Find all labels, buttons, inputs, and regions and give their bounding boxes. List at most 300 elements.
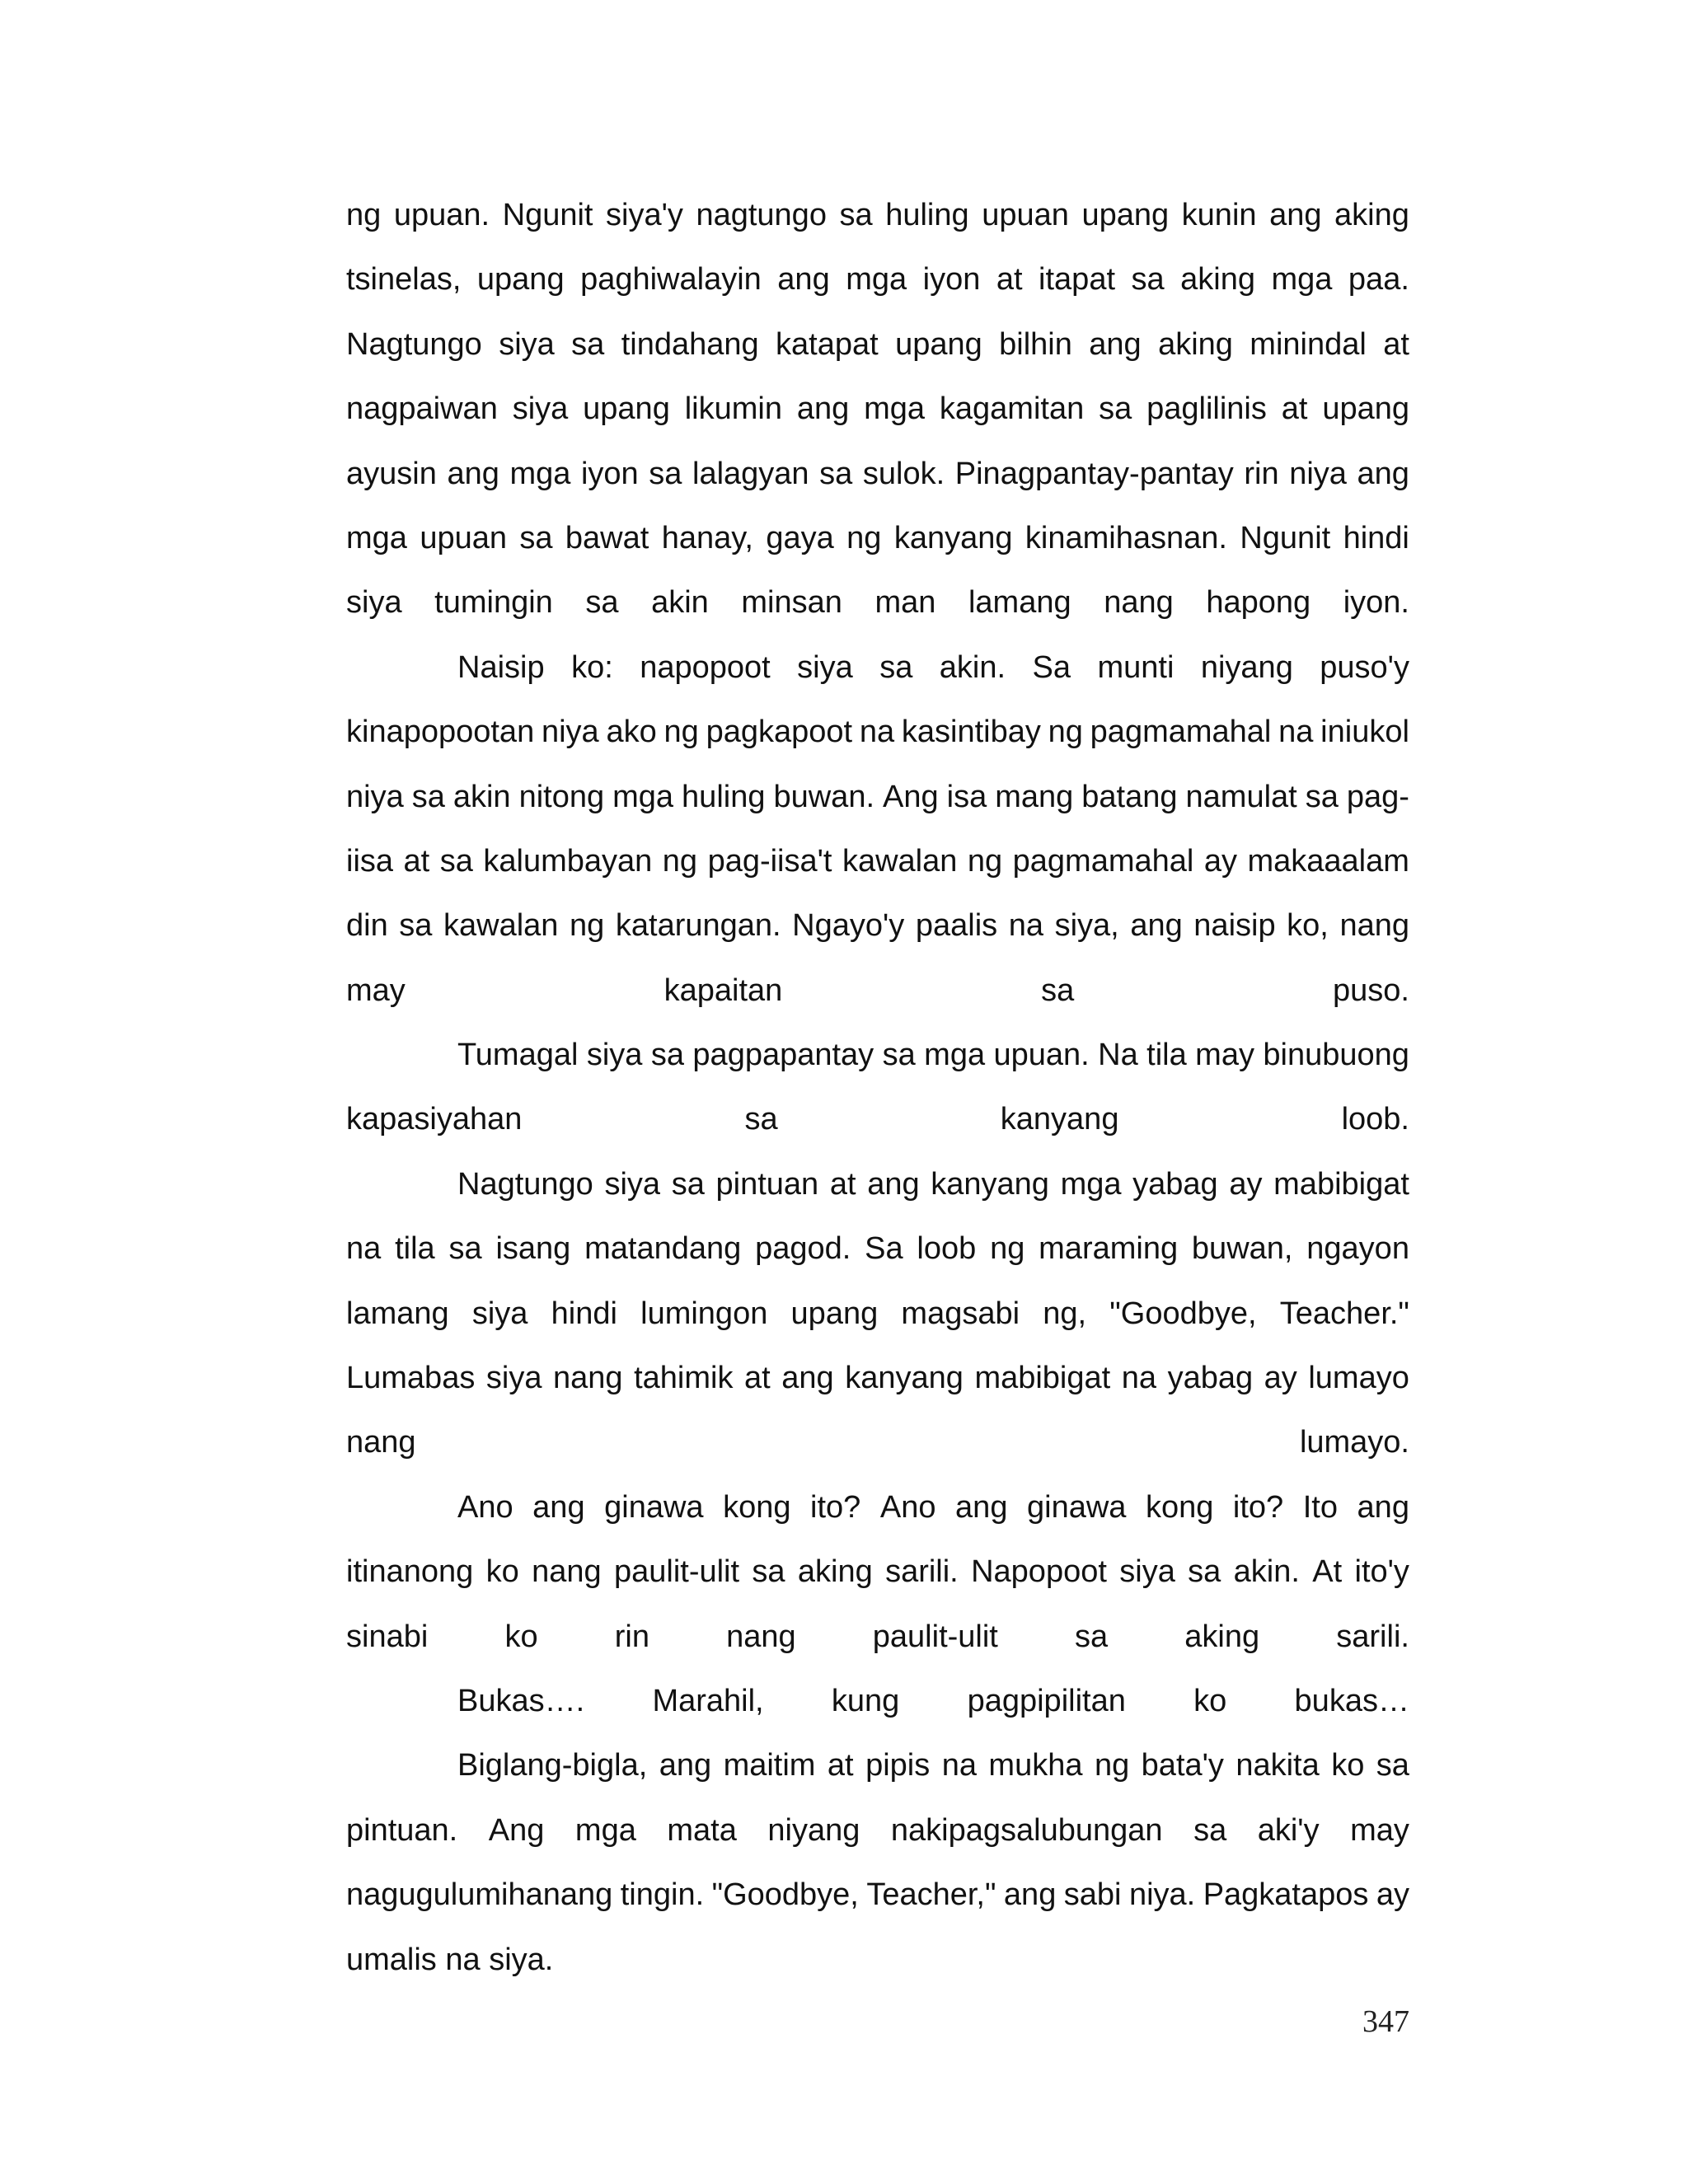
word: ng	[663, 715, 699, 750]
text-line	[346, 1023, 1409, 1087]
word: ginawa	[1027, 1489, 1127, 1525]
word: makaaalam	[1247, 843, 1409, 879]
word: ang	[796, 391, 850, 427]
word: Lumabas	[346, 1361, 476, 1396]
word: upang	[790, 1296, 879, 1331]
word: lumayo	[1308, 1361, 1409, 1396]
word: ako	[606, 715, 657, 750]
word: ko	[1193, 1683, 1227, 1718]
word: kasintibay	[901, 715, 1041, 750]
word: kanyang	[1000, 1102, 1119, 1137]
text-line	[346, 1475, 1409, 1540]
word: bawat	[565, 520, 649, 555]
word: nakita	[1236, 1748, 1320, 1783]
word: mga	[864, 391, 926, 427]
word: namulat	[1185, 779, 1297, 814]
word: niyang	[767, 1812, 860, 1848]
word: isa	[946, 779, 987, 814]
word: mga	[924, 1038, 986, 1073]
word: paglilinis	[1146, 391, 1267, 427]
word: lumingon	[640, 1296, 768, 1331]
word: nakipagsalubungan	[890, 1812, 1163, 1848]
word: niya	[1289, 456, 1347, 491]
word: huling	[885, 198, 969, 232]
word: buwan,	[1191, 1231, 1293, 1267]
text-line	[346, 183, 1409, 247]
word: paalis	[915, 908, 998, 944]
word: upuan	[420, 520, 507, 555]
word: siya	[1119, 1554, 1175, 1590]
text-line	[346, 1152, 1409, 1216]
word: kanyang	[931, 1166, 1049, 1202]
word: pagpipilitan	[967, 1683, 1126, 1718]
word: mga	[509, 456, 571, 491]
text-line	[346, 377, 1409, 441]
word: Bukas….	[457, 1683, 585, 1718]
word: ng	[662, 843, 698, 879]
word: niya	[541, 715, 599, 750]
text-line	[346, 1669, 1409, 1733]
word: tahimik	[634, 1361, 734, 1396]
word: sabi	[1063, 1877, 1122, 1913]
text-line	[346, 1540, 1409, 1604]
word: may	[346, 972, 406, 1008]
word: yabag	[1167, 1361, 1254, 1396]
word: Ngayo'y	[792, 908, 905, 944]
word: Ito	[1302, 1489, 1338, 1525]
word: mang	[995, 779, 1074, 814]
word: may	[1195, 1038, 1254, 1073]
word: nagugulumihanang	[346, 1877, 613, 1913]
word: puso'y	[1320, 649, 1409, 685]
text-line	[346, 829, 1409, 893]
word: hindi	[1343, 520, 1409, 555]
word: ay	[1229, 1166, 1263, 1202]
word: pag-iisa't	[707, 843, 832, 879]
word: magsabi	[901, 1296, 1020, 1331]
word: nang	[726, 1619, 796, 1654]
word: upuan	[982, 198, 1069, 232]
word: at	[403, 843, 430, 879]
text-line	[346, 1346, 1409, 1410]
word: loob	[917, 1231, 977, 1267]
word: pagmamahal	[1012, 843, 1194, 879]
word: aking	[1158, 326, 1233, 362]
word: ng	[570, 908, 605, 944]
word: akin	[651, 585, 709, 621]
word: niya	[346, 779, 404, 814]
text-line	[346, 1216, 1409, 1281]
word: kawalan	[443, 908, 559, 944]
word: katarungan.	[615, 908, 781, 944]
word: maraming	[1039, 1231, 1179, 1267]
word: hindi	[551, 1296, 617, 1331]
word: Ang	[488, 1812, 545, 1848]
word: sa	[411, 779, 445, 814]
word: niya.	[1128, 1877, 1196, 1913]
word: ito?	[810, 1489, 861, 1525]
word: Ano	[457, 1489, 513, 1525]
word: pagkapoot	[706, 715, 853, 750]
word: pagmamahal	[1090, 715, 1272, 750]
word: ang	[447, 456, 499, 491]
word: hanay,	[661, 520, 753, 555]
text-line	[346, 1798, 1409, 1863]
word: sa	[1099, 391, 1132, 427]
word: rin	[614, 1619, 649, 1654]
word: aki'y	[1257, 1812, 1320, 1848]
word: kinapopootan	[346, 715, 535, 750]
word: upang	[1322, 391, 1409, 427]
text-line	[346, 1282, 1409, 1346]
word: ko	[1331, 1748, 1365, 1783]
word: akin	[452, 779, 511, 814]
word: Napopoot	[971, 1554, 1107, 1590]
word: naisip	[1193, 908, 1276, 944]
page-number: 347	[1362, 2004, 1409, 2039]
word: at	[996, 262, 1023, 298]
word: tila	[395, 1231, 435, 1267]
word: "Goodbye,	[1109, 1296, 1257, 1331]
word: siya	[512, 391, 569, 427]
text-line	[346, 1087, 1409, 1151]
word: siya	[586, 1038, 643, 1073]
word: ay	[1203, 843, 1237, 879]
word: huling	[682, 779, 766, 814]
word: sarili.	[885, 1554, 959, 1590]
word: pintuan	[715, 1166, 819, 1202]
word: paa.	[1348, 262, 1409, 298]
word: bilhin	[999, 326, 1072, 362]
word: iyon.	[1343, 585, 1409, 621]
word: siya	[471, 1296, 528, 1331]
word: ng	[990, 1231, 1025, 1267]
text-line	[346, 1928, 1409, 1992]
text-line	[346, 700, 1409, 764]
word: kalumbayan	[483, 843, 653, 879]
word: iisa	[346, 843, 394, 879]
word: At	[1312, 1554, 1343, 1590]
word: ko	[485, 1554, 519, 1590]
word: akin.	[1233, 1554, 1300, 1590]
word: aking	[797, 1554, 873, 1590]
word: sa	[1305, 779, 1339, 814]
word: ay	[1264, 1361, 1297, 1396]
word: ang	[1269, 198, 1322, 232]
word: matandang	[584, 1231, 742, 1267]
word: sa	[819, 456, 853, 491]
word: nagtungo	[696, 198, 827, 232]
word: na	[941, 1748, 977, 1783]
word: ginawa	[604, 1489, 704, 1525]
word: Tumagal	[457, 1038, 579, 1073]
word: lamang	[346, 1296, 449, 1331]
word: mabibigat	[974, 1361, 1111, 1396]
word: siya	[485, 1361, 542, 1396]
word: na	[1121, 1361, 1157, 1396]
word: ng,	[1043, 1296, 1087, 1331]
word: lumayo.	[1299, 1425, 1409, 1460]
word: lamang	[968, 585, 1071, 621]
word: ng	[967, 843, 1003, 879]
word: sa	[519, 520, 553, 555]
word: nang	[1104, 585, 1174, 621]
word: ay	[1376, 1877, 1409, 1913]
word: lalagyan	[692, 456, 809, 491]
word: Ang	[883, 779, 939, 814]
word: na	[346, 1231, 382, 1267]
word: napopoot	[640, 649, 771, 685]
word: din	[346, 908, 388, 944]
word: sa	[399, 908, 433, 944]
word: kong	[1145, 1489, 1214, 1525]
word: mabibigat	[1273, 1166, 1409, 1202]
word: kapaitan	[663, 972, 783, 1008]
word: maitim	[723, 1748, 816, 1783]
word: tumingin	[434, 585, 553, 621]
word: ito'y	[1354, 1554, 1409, 1590]
word: Pagkatapos	[1203, 1877, 1369, 1913]
word: mata	[667, 1812, 737, 1848]
word: man	[874, 585, 936, 621]
word: mukha	[988, 1748, 1083, 1783]
word: mga	[574, 1812, 636, 1848]
word: ang	[1357, 1489, 1409, 1525]
word: sa	[839, 198, 873, 232]
word: batang	[1081, 779, 1178, 814]
word: rin	[1244, 456, 1279, 491]
word: ang	[955, 1489, 1008, 1525]
word: buwan.	[773, 779, 875, 814]
word: pag-	[1346, 779, 1409, 814]
word: ng	[1048, 715, 1083, 750]
word: at	[1383, 326, 1409, 362]
word: kapasiyahan	[346, 1102, 523, 1137]
word: Na	[1098, 1038, 1138, 1073]
word: kong	[723, 1489, 791, 1525]
text-line	[346, 1733, 1409, 1797]
word: ang	[532, 1489, 585, 1525]
word: at	[744, 1361, 771, 1396]
word: Nagtungo	[346, 326, 482, 362]
word: sa	[879, 649, 913, 685]
text-line	[346, 312, 1409, 377]
word: siya	[346, 585, 402, 621]
word: siya	[604, 1166, 661, 1202]
word: paulit-ulit	[872, 1619, 998, 1654]
word: pagpapantay	[692, 1038, 874, 1073]
word: mga	[1271, 262, 1333, 298]
word: sa	[585, 585, 619, 621]
word: itinanong	[346, 1554, 474, 1590]
word: ko,	[1287, 908, 1329, 944]
word: kawalan	[842, 843, 958, 879]
word: ang	[659, 1748, 712, 1783]
word: nang	[346, 1425, 416, 1460]
word: yabag	[1132, 1166, 1218, 1202]
word: mga	[846, 262, 907, 298]
word: kunin	[1181, 198, 1257, 232]
text-line	[346, 1605, 1409, 1669]
word: Nagtungo	[457, 1166, 593, 1202]
line-text: umalis na siya.	[346, 1942, 554, 1977]
word: pintuan.	[346, 1812, 458, 1848]
word: may	[1350, 1812, 1409, 1848]
word: ang	[867, 1166, 920, 1202]
word: sinabi	[346, 1619, 429, 1654]
word: hapong	[1206, 585, 1311, 621]
word: mga	[346, 520, 407, 555]
word: ang	[777, 262, 830, 298]
word: na	[859, 715, 895, 750]
word: nang	[1339, 908, 1409, 944]
word: na	[1008, 908, 1044, 944]
word: Teacher,"	[866, 1877, 996, 1913]
text-line	[346, 506, 1409, 570]
word: ang	[1130, 908, 1183, 944]
text-line	[346, 765, 1409, 829]
word: siya'y	[606, 198, 683, 232]
word: iyon	[922, 262, 981, 298]
word: munti	[1097, 649, 1175, 685]
word: upang	[583, 391, 670, 427]
word: pagod.	[755, 1231, 851, 1267]
word: mga	[612, 779, 674, 814]
word: sa	[752, 1554, 785, 1590]
word: nagpaiwan	[346, 391, 498, 427]
word: upuan.	[393, 198, 490, 232]
word: sa	[649, 456, 682, 491]
word: ayusin	[346, 456, 437, 491]
word: ng	[846, 520, 882, 555]
word: Sa	[865, 1231, 903, 1267]
word: siya	[499, 326, 555, 362]
word: na	[1278, 715, 1314, 750]
word: tsinelas,	[346, 262, 462, 298]
word: sa	[744, 1102, 778, 1137]
word: sa	[1075, 1619, 1109, 1654]
word: sa	[571, 326, 605, 362]
word: at	[1281, 391, 1308, 427]
word: ang	[1089, 326, 1142, 362]
text-line	[346, 893, 1409, 958]
word: Sa	[1032, 649, 1071, 685]
word: nang	[553, 1361, 623, 1396]
word: upang	[895, 326, 982, 362]
word: Ano	[879, 1489, 936, 1525]
word: iyon	[580, 456, 639, 491]
word: ang	[1357, 456, 1409, 491]
word: sa	[1041, 972, 1075, 1008]
word: katapat	[776, 326, 879, 362]
word: ko:	[571, 649, 613, 685]
word: ng	[1094, 1748, 1130, 1783]
text-line	[346, 247, 1409, 312]
body-text	[346, 183, 1409, 1992]
word: nitong	[518, 779, 605, 814]
word: minsan	[741, 585, 842, 621]
word: Biglang-bigla,	[457, 1748, 648, 1783]
word: aking	[1334, 198, 1409, 232]
word: bukas…	[1294, 1683, 1409, 1718]
word: pipis	[865, 1748, 931, 1783]
word: minindal	[1250, 326, 1367, 362]
word: ito?	[1232, 1489, 1284, 1525]
word: likumin	[684, 391, 782, 427]
word: kanyang	[845, 1361, 964, 1396]
text-line	[346, 635, 1409, 700]
word: sa	[882, 1038, 916, 1073]
word: isang	[495, 1231, 571, 1267]
word: ko	[504, 1619, 538, 1654]
text-line	[346, 570, 1409, 635]
word: loob.	[1341, 1102, 1409, 1137]
word: itapat	[1039, 262, 1116, 298]
word: bata'y	[1141, 1748, 1224, 1783]
word: nang	[532, 1554, 602, 1590]
word: binubuong	[1263, 1038, 1409, 1073]
word: upang	[1081, 198, 1170, 232]
text-line	[346, 442, 1409, 506]
word: tingin.	[620, 1877, 705, 1913]
word: sa	[671, 1166, 705, 1202]
word: at	[829, 1166, 856, 1202]
word: sa	[439, 843, 473, 879]
word: ang	[1003, 1877, 1057, 1913]
word: kung	[831, 1683, 900, 1718]
word: tindahang	[621, 326, 759, 362]
word: puso.	[1333, 972, 1409, 1008]
word: paghiwalayin	[580, 262, 762, 298]
word: kanyang	[893, 520, 1013, 555]
word: at	[827, 1748, 854, 1783]
word: paulit-ulit	[613, 1554, 740, 1590]
word: upuan.	[993, 1038, 1090, 1073]
word: Ngunit	[1240, 520, 1331, 555]
word: Pinagpantay-pantay	[954, 456, 1234, 491]
word: sa	[1376, 1748, 1409, 1783]
word: ng	[346, 198, 382, 232]
word: Marahil,	[652, 1683, 764, 1718]
text-line	[346, 1410, 1409, 1474]
word: Ngunit	[502, 198, 593, 232]
word: Naisip	[457, 649, 545, 685]
word: kinamihasnan.	[1025, 520, 1227, 555]
word: sa	[448, 1231, 482, 1267]
text-line	[346, 958, 1409, 1023]
word: "Goodbye,	[711, 1877, 859, 1913]
word: tila	[1146, 1038, 1187, 1073]
word: sa	[1188, 1554, 1221, 1590]
word: gaya	[766, 520, 834, 555]
word: siya	[797, 649, 853, 685]
word: aking	[1180, 262, 1255, 298]
text-line	[346, 1863, 1409, 1927]
word: sulok.	[862, 456, 945, 491]
word: akin.	[939, 649, 1006, 685]
word: aking	[1184, 1619, 1260, 1654]
word: Teacher."	[1279, 1296, 1409, 1331]
word: sa	[1193, 1812, 1227, 1848]
word: sa	[1131, 262, 1165, 298]
word: upang	[476, 262, 565, 298]
word: mga	[1060, 1166, 1122, 1202]
word: ngayon	[1306, 1231, 1409, 1267]
word: iniukol	[1320, 715, 1409, 750]
word: kagamitan	[939, 391, 1085, 427]
word: ang	[781, 1361, 834, 1396]
word: niyang	[1200, 649, 1293, 685]
